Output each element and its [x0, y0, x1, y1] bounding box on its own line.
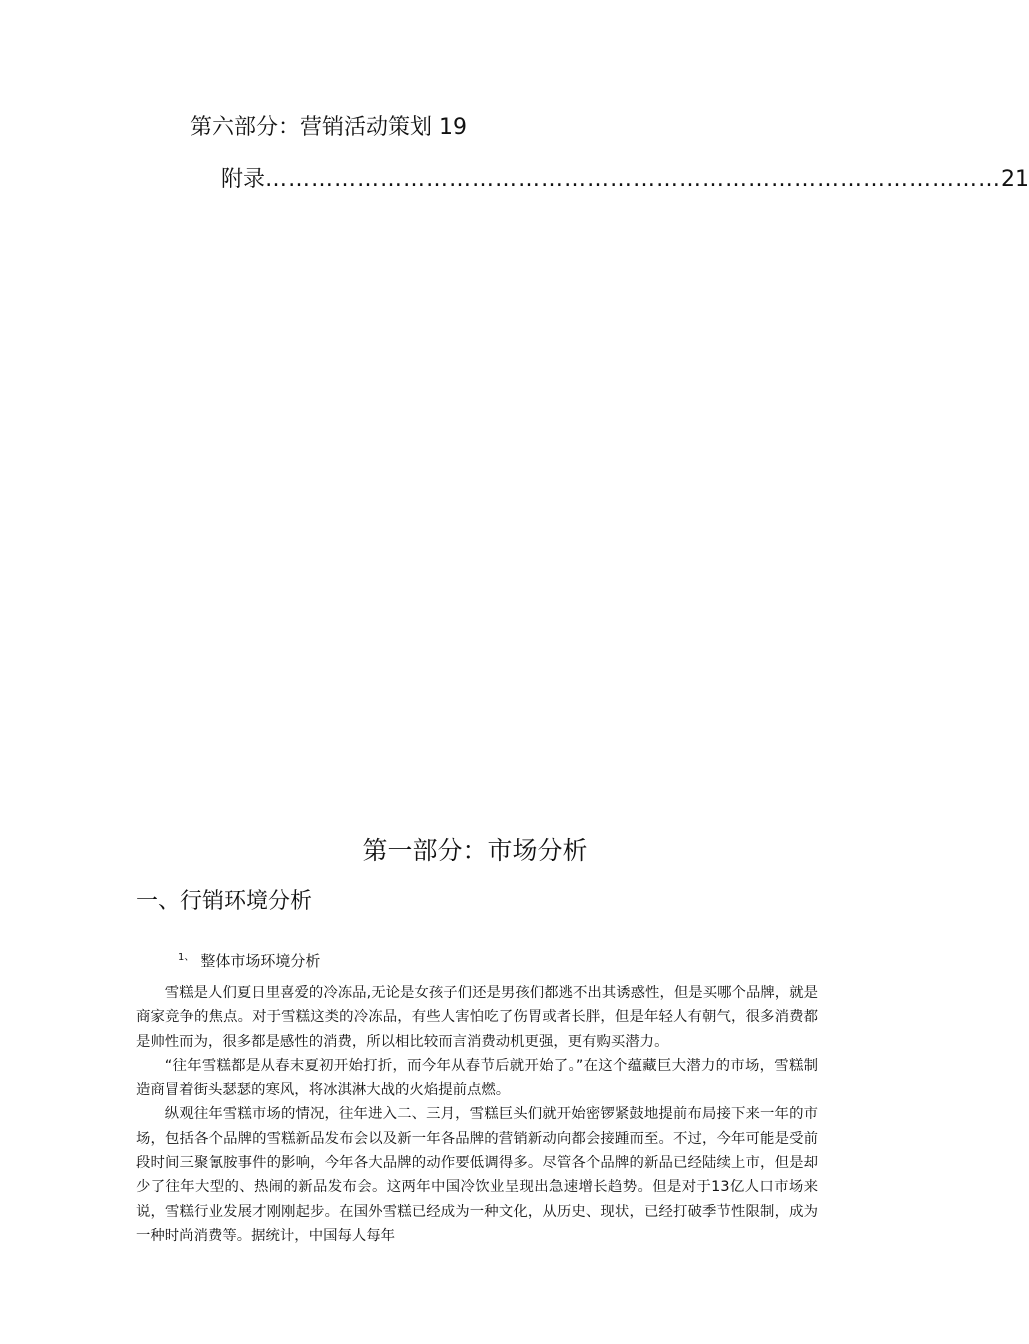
toc-entry-part6: 第六部分：营销活动策划 19 [190, 115, 467, 140]
toc-entry-appendix [221, 165, 1029, 195]
subsection-number: 1、 [178, 952, 195, 963]
toc-appendix-label: 附录 [221, 167, 266, 192]
toc-leader-dots: …………………………………………………………………………………… [265, 167, 1002, 192]
section-title: 一、行销环境分析 [136, 889, 313, 914]
paragraph: 雪糕是人们夏日里喜爱的冷冻品,无论是女孩子们还是男孩们都逃不出其诱惑性，但是买哪个品牌，就是商家竞争的焦点。对于雪糕这类的冷冻品，有些人害怕吃了伤胃或者长胖，但是年轻人有朝气，很多消费都是帅性而为，很多都是感性的消费，所以相比较而言消费动机更强，更有购买潜力。 [136, 985, 818, 1050]
toc-appendix-page: 21 [1001, 167, 1029, 192]
paragraph: “往年雪糕都是从春末夏初开始打折，而今年从春节后就开始了。”在这个蕴藏巨大潜力的市场，雪糕制造商冒着街头瑟瑟的寒风，将冰淇淋大战的火焰提前点燃。 [136, 1057, 818, 1099]
paragraph: 纵观往年雪糕市场的情况，往年进入二、三月，雪糕巨头们就开始密锣紧鼓地提前布局接下来一年的市场，包括各个品牌的雪糕新品发布会以及新一年各品牌的营销新动向都会接踵而至。不过，今年可能是受前段时间三聚氰胺事件的影响，今年各大品牌的动作要低调得多。尽管各个品牌的新品已经陆续上市，但是却少了往年大型的、热闹的新品发布会。这两年中国冷饮业呈现出急速增长趋势。但是对于13亿人口市场来说，雪糕行业发展才刚刚起步。在国外雪糕已经成为一种文化，从历史、现状，已经打破季节性限制，成为一种时尚消费等。据统计，中国每人每年 [136, 1106, 818, 1244]
part-title: 第一部分：市场分析 [362, 836, 588, 865]
subsection-heading [178, 946, 320, 973]
body-text [136, 981, 818, 1248]
subsection-title: 整体市场环境分析 [200, 952, 321, 970]
